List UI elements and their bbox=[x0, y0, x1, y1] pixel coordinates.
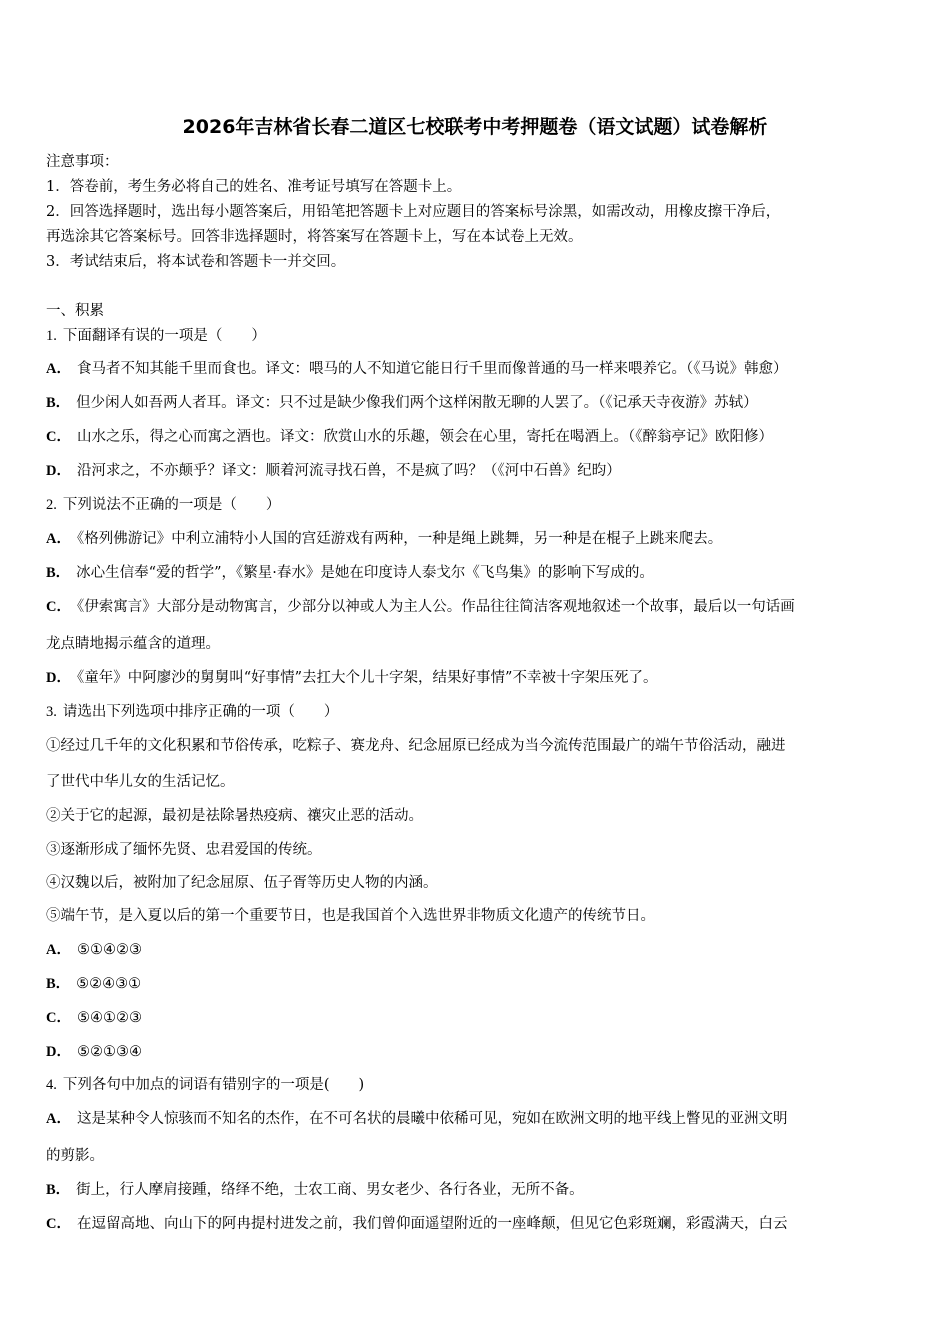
notice-heading: 注意事项： bbox=[46, 154, 119, 170]
question-number: 1. bbox=[46, 328, 57, 344]
q3-sentence-1: ①经过几千年的文化积累和节俗传承，吃粽子、赛龙舟、纪念屈原已经成为当今流传范围最广的端午节俗活动，融进 bbox=[46, 738, 786, 754]
question-3-stem bbox=[46, 702, 338, 722]
option-text: 冰心生信奉“爱的哲学”，《繁星·春水》是她在印度诗人泰戈尔《飞鸟集》的影响下写成的。 bbox=[76, 565, 654, 581]
q1-option-d bbox=[46, 461, 621, 481]
option-text: 但少闲人如吾两人者耳。译文：只不过是缺少像我们两个这样闲散无聊的人罢了。（《记承天寺夜游》苏轼） bbox=[76, 395, 758, 411]
q3-option-c bbox=[46, 1008, 142, 1028]
question-text: 请选出下列选项中排序正确的一项（ ） bbox=[62, 704, 339, 720]
notice-item-2-cont: 再选涂其它答案标号。回答非选择题时，将答案写在答题卡上，写在本试卷上无效。 bbox=[46, 229, 583, 245]
option-text: ⑤④①②③ bbox=[76, 1010, 142, 1026]
option-label: C． bbox=[46, 1216, 71, 1232]
q3-sentence-2: ②关于它的起源，最初是祛除暑热疫病、禳灾止恶的活动。 bbox=[46, 808, 423, 824]
q4-option-a-cont: 的剪影。 bbox=[46, 1148, 104, 1164]
q3-option-a bbox=[46, 940, 142, 960]
q1-option-c bbox=[46, 427, 773, 447]
q2-option-d bbox=[46, 668, 657, 688]
notice-item-1: 1．答卷前，考生务必将自己的姓名、准考证号填写在答题卡上。 bbox=[46, 179, 462, 195]
q2-option-b bbox=[46, 563, 654, 583]
q3-sentence-4: ④汉魏以后，被附加了纪念屈原、伍子胥等历史人物的内涵。 bbox=[46, 875, 438, 891]
option-text: 山水之乐，得之心而寓之酒也。译文：欣赏山水的乐趣，领会在心里，寄托在喝酒上。（《醉翁亭记》欧阳修） bbox=[76, 429, 773, 445]
option-label: A． bbox=[46, 361, 71, 377]
option-label: A． bbox=[46, 531, 71, 547]
q2-option-a bbox=[46, 529, 722, 549]
option-label: C． bbox=[46, 1010, 71, 1026]
question-2-stem bbox=[46, 495, 280, 515]
option-text: ⑤①④②③ bbox=[76, 942, 142, 958]
option-text: 在逗留高地、向山下的阿冉提村进发之前，我们曾仰面遥望附近的一座峰颠，但见它色彩斑斓，彩霞满天，白云 bbox=[76, 1216, 788, 1232]
option-text: 沿河求之，不亦颠乎？译文：顺着河流寻找石兽，不是疯了吗？（《河中石兽》纪昀） bbox=[76, 463, 621, 479]
option-text: ⑤②④③① bbox=[76, 976, 142, 992]
option-text: ⑤②①③④ bbox=[76, 1044, 142, 1060]
option-label: A． bbox=[46, 942, 71, 958]
option-text: 《伊索寓言》大部分是动物寓言，少部分以神或人为主人公。作品往往简洁客观地叙述一个故事，最后以一句话画 bbox=[76, 599, 795, 615]
q3-sentence-3: ③逐渐形成了缅怀先贤、忠君爱国的传统。 bbox=[46, 842, 322, 858]
option-label: B． bbox=[46, 395, 71, 411]
q1-option-a bbox=[46, 359, 787, 379]
question-number: 4. bbox=[46, 1077, 57, 1093]
question-number: 2. bbox=[46, 497, 57, 513]
q4-option-c bbox=[46, 1214, 787, 1234]
document-title: 2026年吉林省长春二道区七校联考中考押题卷（语文试题）试卷解析 bbox=[182, 116, 768, 138]
option-label: C． bbox=[46, 599, 71, 615]
option-label: A． bbox=[46, 1111, 71, 1127]
question-text: 下列说法不正确的一项是（ ） bbox=[62, 497, 281, 513]
option-text: 这是某种令人惊骇而不知名的杰作，在不可名状的晨曦中依稀可见，宛如在欧洲文明的地平线上瞥见的亚洲文明 bbox=[76, 1111, 788, 1127]
q4-option-b bbox=[46, 1180, 584, 1200]
option-text: 食马者不知其能千里而食也。译文：喂马的人不知道它能日行千里而像普通的马一样来喂养它。（《马说》韩愈） bbox=[76, 361, 788, 377]
option-text: 《童年》中阿廖沙的舅舅叫“好事情”去扛大个儿十字架，结果好事情”不幸被十字架压死了。 bbox=[76, 670, 658, 686]
option-text: 街上，行人摩肩接踵，络绎不绝，士农工商、男女老少、各行各业，无所不备。 bbox=[76, 1182, 584, 1198]
option-label: D． bbox=[46, 463, 71, 479]
q3-sentence-1-cont: 了世代中华儿女的生活记忆。 bbox=[46, 774, 235, 790]
question-text: 下列各句中加点的词语有错别字的一项是( ) bbox=[62, 1077, 365, 1093]
option-label: B． bbox=[46, 976, 71, 992]
section-heading: 一、积累 bbox=[46, 303, 104, 319]
option-text: 《格列佛游记》中利立浦特小人国的宫廷游戏有两种，一种是绳上跳舞，另一种是在棍子上跳来爬去。 bbox=[76, 531, 723, 547]
q3-sentence-5: ⑤端午节，是入夏以后的第一个重要节日，也是我国首个入选世界非物质文化遗产的传统节日。 bbox=[46, 908, 655, 924]
option-label: B． bbox=[46, 565, 71, 581]
q2-option-c bbox=[46, 597, 795, 617]
q1-option-b bbox=[46, 393, 758, 413]
question-number: 3. bbox=[46, 704, 57, 720]
q3-option-b bbox=[46, 974, 141, 994]
option-label: B． bbox=[46, 1182, 71, 1198]
q3-option-d bbox=[46, 1042, 142, 1062]
question-1-stem bbox=[46, 326, 266, 346]
question-4-stem bbox=[46, 1075, 364, 1095]
question-text: 下面翻译有误的一项是（ ） bbox=[62, 328, 266, 344]
notice-item-3: 3．考试结束后，将本试卷和答题卡一并交回。 bbox=[46, 254, 346, 270]
option-label: D． bbox=[46, 670, 71, 686]
notice-item-2: 2．回答选择题时，选出每小题答案后，用铅笔把答题卡上对应题目的答案标号涂黑，如需改动，用橡皮擦干净后， bbox=[46, 204, 781, 220]
q4-option-a bbox=[46, 1109, 787, 1129]
option-label: D． bbox=[46, 1044, 71, 1060]
q2-option-c-cont: 龙点睛地揭示蕴含的道理。 bbox=[46, 636, 220, 652]
option-label: C． bbox=[46, 429, 71, 445]
